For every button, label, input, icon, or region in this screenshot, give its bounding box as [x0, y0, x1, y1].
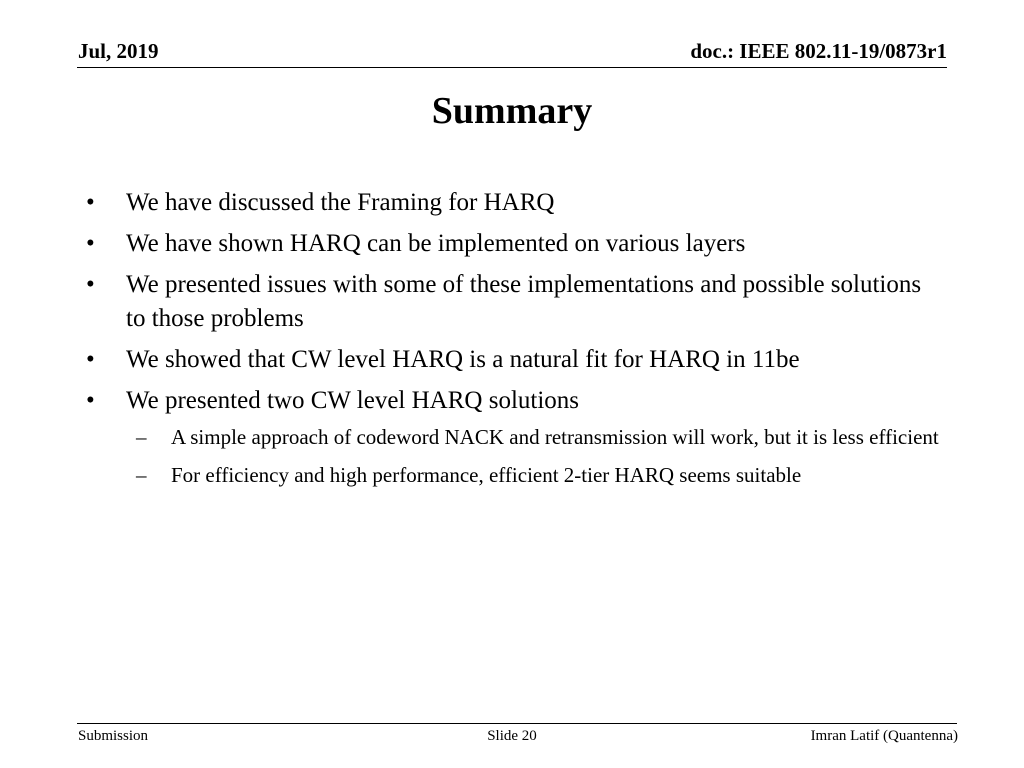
- slide-number: Slide 20: [487, 728, 537, 744]
- header-divider: [77, 67, 947, 68]
- bullet-item: [86, 186, 946, 220]
- bullet-list: [86, 186, 946, 490]
- bullet-item: [86, 343, 946, 377]
- bullet-text: We presented issues with some of these implementations and possible solutions to those problems: [126, 271, 922, 332]
- bullet-marker: •: [86, 346, 95, 373]
- document-id: doc.: IEEE 802.11-19/0873r1: [690, 39, 947, 63]
- sub-bullet-list: [126, 422, 946, 490]
- slide-body: [86, 186, 946, 498]
- bullet-marker: •: [86, 189, 95, 216]
- footer-author: Imran Latif (Quantenna): [810, 728, 958, 744]
- sub-bullet-marker: –: [136, 463, 147, 487]
- bullet-item: [86, 268, 946, 336]
- header-date: Jul, 2019: [78, 39, 159, 63]
- footer-submission: Submission: [78, 728, 149, 744]
- footer-divider: [77, 723, 957, 724]
- bullet-item: [86, 384, 946, 490]
- bullet-marker: •: [86, 387, 95, 414]
- sub-bullet-item: [126, 460, 946, 490]
- slide-title: Summary: [431, 90, 593, 132]
- bullet-text: We showed that CW level HARQ is a natural fit for HARQ in 11be: [126, 346, 800, 373]
- bullet-text: We have shown HARQ can be implemented on various layers: [126, 230, 746, 257]
- bullet-text: We have discussed the Framing for HARQ: [126, 189, 555, 216]
- sub-bullet-item: [126, 422, 946, 452]
- sub-bullet-marker: –: [136, 425, 147, 449]
- bullet-marker: •: [86, 271, 95, 298]
- sub-bullet-text: A simple approach of codeword NACK and retransmission will work, but it is less efficient: [171, 425, 939, 449]
- bullet-item: [86, 227, 946, 261]
- sub-bullet-text: For efficiency and high performance, efficient 2-tier HARQ seems suitable: [171, 463, 802, 487]
- bullet-text: We presented two CW level HARQ solutions: [126, 387, 580, 414]
- bullet-marker: •: [86, 230, 95, 257]
